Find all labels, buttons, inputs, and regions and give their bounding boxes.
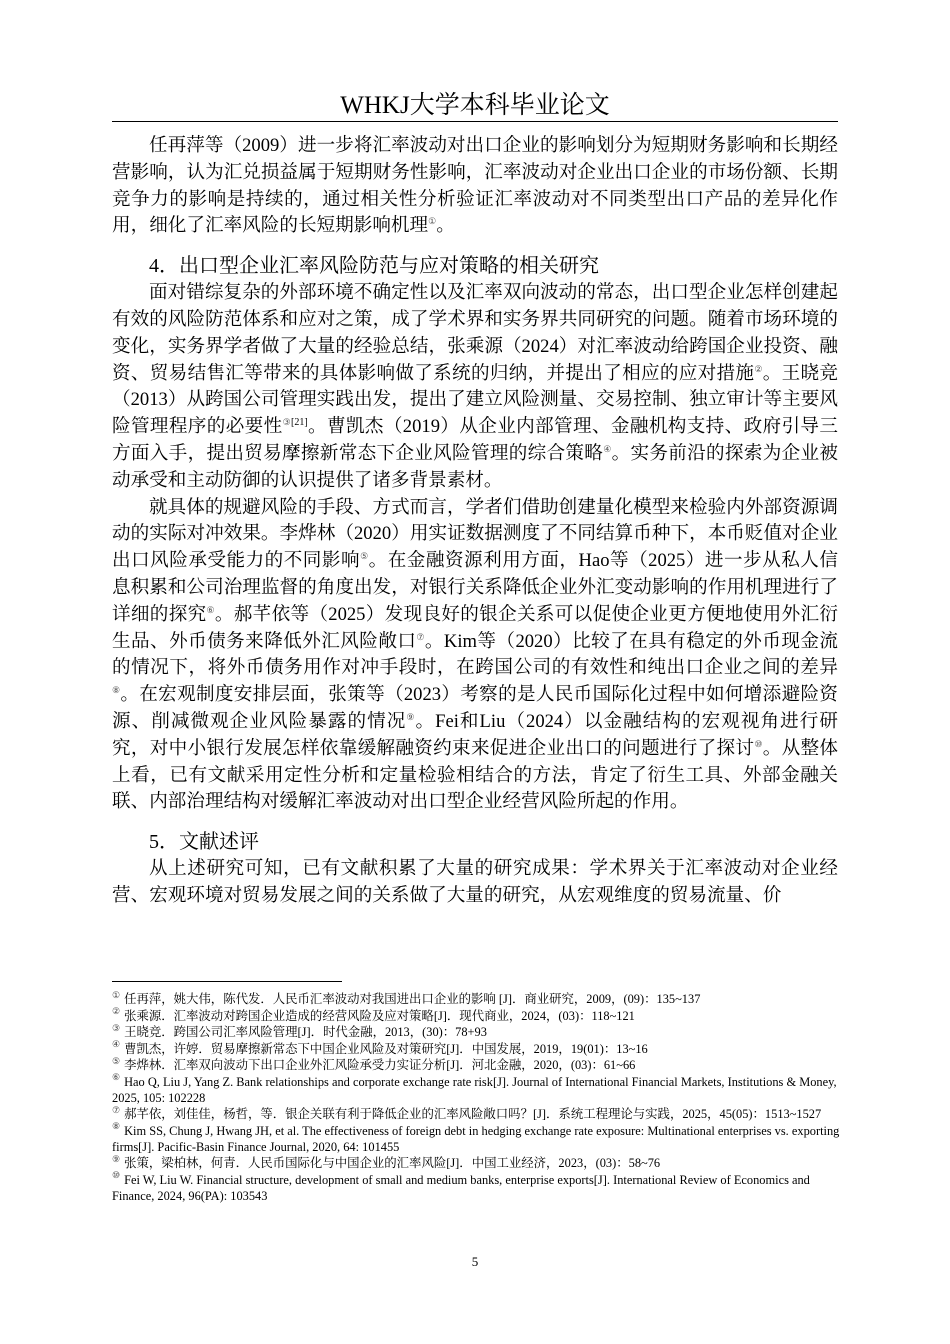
footnote-ref-2[interactable]: ②	[754, 363, 763, 374]
section-heading-5: 5．文献述评	[149, 831, 259, 854]
footnote-ref-5[interactable]: ⑤	[360, 550, 369, 561]
footnote-item	[112, 1041, 842, 1057]
footnote-ref-6[interactable]: ⑥	[206, 604, 215, 615]
footnote-item	[112, 1155, 842, 1171]
paragraph-3-text-d: 。Kim等（2020）比较了在具有稳定的外币现金流的情况下，将外币债务用作对冲手段时，在跨国公司的有效性和纯出口企业之间的差异	[112, 630, 838, 679]
paragraph-3-text-c: 。郝芊依等（2025）发现良好的银企关系可以促使企业更方便地使用外汇衍生品、外币债务来降低外汇风险敞口	[112, 603, 838, 652]
footnote-divider	[112, 981, 342, 982]
paragraph-3-text-b: 。在金融资源利用方面，Hao等（2025）进一步从私人信息积累和公司治理监督的角度出发，对银行关系降低企业外汇变动影响的作用机理进行了详细的探究	[112, 550, 838, 625]
paragraph-3-text-e: 。在宏观制度安排层面，张策等（2023）考察的是人民币国际化过程中如何增添避险资源、削减微观企业风险暴露的情况	[112, 684, 838, 732]
footnote-ref-4[interactable]: ④	[603, 443, 612, 454]
footnote-mark: ⑤	[112, 1055, 121, 1066]
footnote-mark: ②	[112, 1006, 121, 1017]
paragraph-1	[112, 133, 838, 240]
footnote-text: 曹凯杰，许婷．贸易摩擦新常态下中国企业风险及对策研究[J]．中国发展，2019，19(01)：13~16	[124, 1041, 648, 1056]
footnote-item	[112, 1057, 842, 1073]
main-body	[112, 133, 838, 910]
footnote-text: 郝芊依，刘佳佳，杨哲，等．银企关联有利于降低企业的汇率风险敞口吗？[J]．系统工程理论与实践，2025，45(05)：1513~1527	[124, 1107, 822, 1121]
footnote-text: Hao Q, Liu J, Yang Z. Bank relationships and corporate exchange rate risk[J]. Journal of International Financial Markets, Institutions & Money, 2025, 105: 102228	[112, 1074, 837, 1105]
footnote-item	[112, 1123, 842, 1155]
footnote-ref-7[interactable]: ⑦	[416, 631, 425, 642]
footnote-item	[112, 1008, 842, 1024]
footnote-text: Fei W, Liu W. Financial structure, development of small and medium banks, enterprise exports[J]. International Review of Economics and Finance, 2024, 96(PA): 103543	[112, 1172, 810, 1203]
footnote-item	[112, 1106, 842, 1122]
section-heading-4: 4．出口型企业汇率风险防范与应对策略的相关研究	[149, 255, 599, 278]
footnote-text: 张策，梁柏林，何青．人民币国际化与中国企业的汇率风险[J]．中国工业经济，2023，(03)：58~76	[124, 1156, 661, 1170]
footnote-item	[112, 1172, 842, 1204]
footnote-ref-8[interactable]: ⑧	[112, 684, 121, 695]
paragraph-3-text-g: 。从整体上看，已有文献采用定性分析和定量检验相结合的方法，肯定了衍生工具、外部金融关联、内部治理结构对缓解汇率波动对出口型企业经营风险所起的作用。	[112, 737, 838, 813]
footnote-item	[112, 1074, 842, 1106]
footnote-item	[112, 991, 842, 1007]
footnote-item	[112, 1024, 842, 1040]
footnote-mark: ⑩	[112, 1170, 121, 1181]
footnote-mark: ⑦	[112, 1104, 121, 1115]
page-header-title: WHKJ大学本科毕业论文	[340, 92, 610, 119]
paragraph-2-text-c: 。曹凯杰（2019）从企业内部管理、金融机构支持、政府引导三方面入手，提出贸易摩擦新常态下企业风险管理的综合策略	[112, 416, 838, 464]
footnote-text: 王晓竞．跨国公司汇率风险管理[J]．时代金融，2013，(30)：78+93	[124, 1025, 487, 1039]
paragraph-4: 从上述研究可知，已有文献积累了大量的研究成果：学术界关于汇率波动对企业经营、宏观环境对贸易发展之间的关系做了大量的研究，从宏观维度的贸易流量、价	[112, 858, 838, 906]
footnote-text: 任再萍，姚大伟，陈代发．人民币汇率波动对我国进出口企业的影响 [J]．商业研究，2009，(09)：135~137	[124, 992, 701, 1006]
footnote-mark: ①	[112, 989, 121, 1000]
footnote-ref-1[interactable]: ①	[428, 216, 437, 227]
header-divider	[112, 121, 838, 122]
paragraph-1-end: 。	[436, 215, 455, 237]
paragraph-2-text-b: 。王晓竞（2013）从跨国公司管理实践出发，提出了建立风险测量、交易控制、独立审计等主要风险管理程序的必要性	[112, 362, 838, 438]
paragraph-2-text-d: 。实务前沿的探索为企业被动承受和主动防御的认识提供了诸多背景素材。	[112, 442, 838, 491]
paragraph-3	[112, 495, 838, 817]
footnote-ref-9[interactable]: ⑨	[406, 711, 416, 722]
footnote-ref-3[interactable]: ③	[282, 416, 292, 427]
paragraph-1-text: 任再萍等（2009）进一步将汇率波动对出口企业的影响划分为短期财务影响和长期经营影响，认为汇兑损益属于短期财务性影响，汇率波动对企业出口企业的市场份额、长期竞争力的影响是持续的，通过相关性分析验证汇率波动对不同类型出口产品的差异化作用，细化了汇率风险的长短期影响机理	[112, 135, 838, 237]
footnote-mark: ⑥	[112, 1072, 121, 1083]
page-number: 5	[471, 1254, 479, 1269]
footnote-mark: ③	[112, 1022, 121, 1033]
footnote-mark: ⑧	[112, 1121, 121, 1132]
paragraph-2	[112, 280, 838, 494]
citation-ref-21[interactable]: [21]	[291, 416, 308, 428]
paragraph-3-text-f: 。Fei和Liu（2024）以金融结构的宏观视角进行研究，对中小银行发展怎样依靠缓解融资约束来促进企业出口的问题进行了探讨	[112, 710, 838, 759]
footnote-ref-10[interactable]: ⑩	[754, 738, 763, 749]
footnote-text: Kim SS, Chung J, Hwang JH, et al. The effectiveness of foreign debt in hedging exchange rate exposure: Multinational enterprises vs. exporting firms[J]. Pacific-Basin Finance Journal, 2020, 64: 101455	[112, 1123, 840, 1154]
paragraph-3-text-a: 就具体的规避风险的手段、方式而言，学者们借助创建量化模型来检验内外部资源调动的实际对冲效果。李烨林（2020）用实证数据测度了不同结算币种下，本币贬值对企业出口风险承受能力的不同影响	[112, 496, 838, 572]
footnote-text: 张乘源．汇率波动对跨国企业造成的经营风险及应对策略[J]．现代商业，2024，(03)：118~121	[124, 1008, 635, 1023]
footnote-mark: ④	[112, 1039, 121, 1050]
paragraph-2-text-a: 面对错综复杂的外部环境不确定性以及汇率双向波动的常态，出口型企业怎样创建起有效的风险防范体系和应对之策，成了学术界和实务界共同研究的问题。随着市场环境的变化，实务界学者做了大量的经验总结，张乘源（2024）对汇率波动给跨国企业投资、融资、贸易结售汇等带来的具体影响做了系统的归纳，并提出了相应的应对措施	[112, 282, 838, 384]
footnotes	[112, 991, 842, 1204]
footnote-mark: ⑨	[112, 1153, 121, 1164]
footnote-text: 李烨林．汇率双向波动下出口企业外汇风险承受力实证分析[J]．河北金融，2020，(03)：61~66	[124, 1058, 636, 1072]
